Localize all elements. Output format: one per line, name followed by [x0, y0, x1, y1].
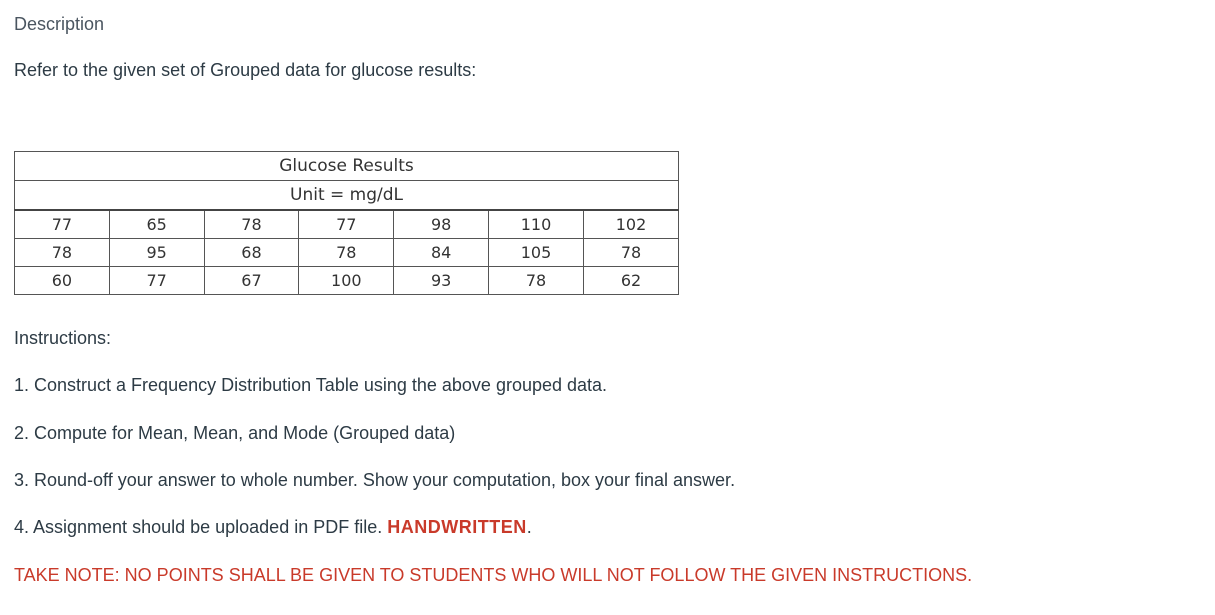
table-unit: Unit = mg/dL	[15, 181, 679, 211]
table-cell: 65	[109, 210, 204, 239]
table-cell: 77	[15, 210, 110, 239]
table-cell: 78	[299, 239, 394, 267]
table-cell: 77	[109, 267, 204, 295]
glucose-results-table	[14, 151, 679, 295]
instructions-label: Instructions:	[14, 328, 112, 348]
instruction-item-2: 2. Compute for Mean, Mean, and Mode (Grouped data)	[14, 423, 456, 443]
take-note-warning: TAKE NOTE: NO POINTS SHALL BE GIVEN TO STUDENTS WHO WILL NOT FOLLOW THE GIVEN INSTRUCTIONS.	[14, 565, 973, 585]
intro-text: Refer to the given set of Grouped data for glucose results:	[14, 60, 477, 80]
table-row	[15, 239, 679, 267]
description-heading: Description	[14, 14, 105, 34]
table-cell: 77	[299, 210, 394, 239]
table-cell: 102	[584, 210, 679, 239]
instruction-item-4-end: .	[526, 517, 532, 537]
table-cell: 78	[204, 210, 299, 239]
table-row	[15, 267, 679, 295]
table-cell: 100	[299, 267, 394, 295]
handwritten-emphasis: HANDWRITTEN	[387, 517, 527, 537]
table-cell: 78	[15, 239, 110, 267]
table-cell: 93	[394, 267, 489, 295]
table-cell: 62	[584, 267, 679, 295]
table-cell: 67	[204, 267, 299, 295]
table-title: Glucose Results	[15, 152, 679, 181]
table-cell: 105	[489, 239, 584, 267]
table-cell: 95	[109, 239, 204, 267]
instruction-item-1: 1. Construct a Frequency Distribution Table using the above grouped data.	[14, 375, 608, 395]
table-cell: 60	[15, 267, 110, 295]
table-row	[15, 210, 679, 239]
table-cell: 98	[394, 210, 489, 239]
table-cell: 68	[204, 239, 299, 267]
table-cell: 78	[584, 239, 679, 267]
instruction-item-4-text: 4. Assignment should be uploaded in PDF file.	[14, 517, 383, 537]
table-cell: 84	[394, 239, 489, 267]
table-cell: 78	[489, 267, 584, 295]
table-cell: 110	[489, 210, 584, 239]
instruction-item-3: 3. Round-off your answer to whole number. Show your computation, box your final answer.	[14, 470, 736, 490]
instruction-item-4	[14, 517, 532, 538]
